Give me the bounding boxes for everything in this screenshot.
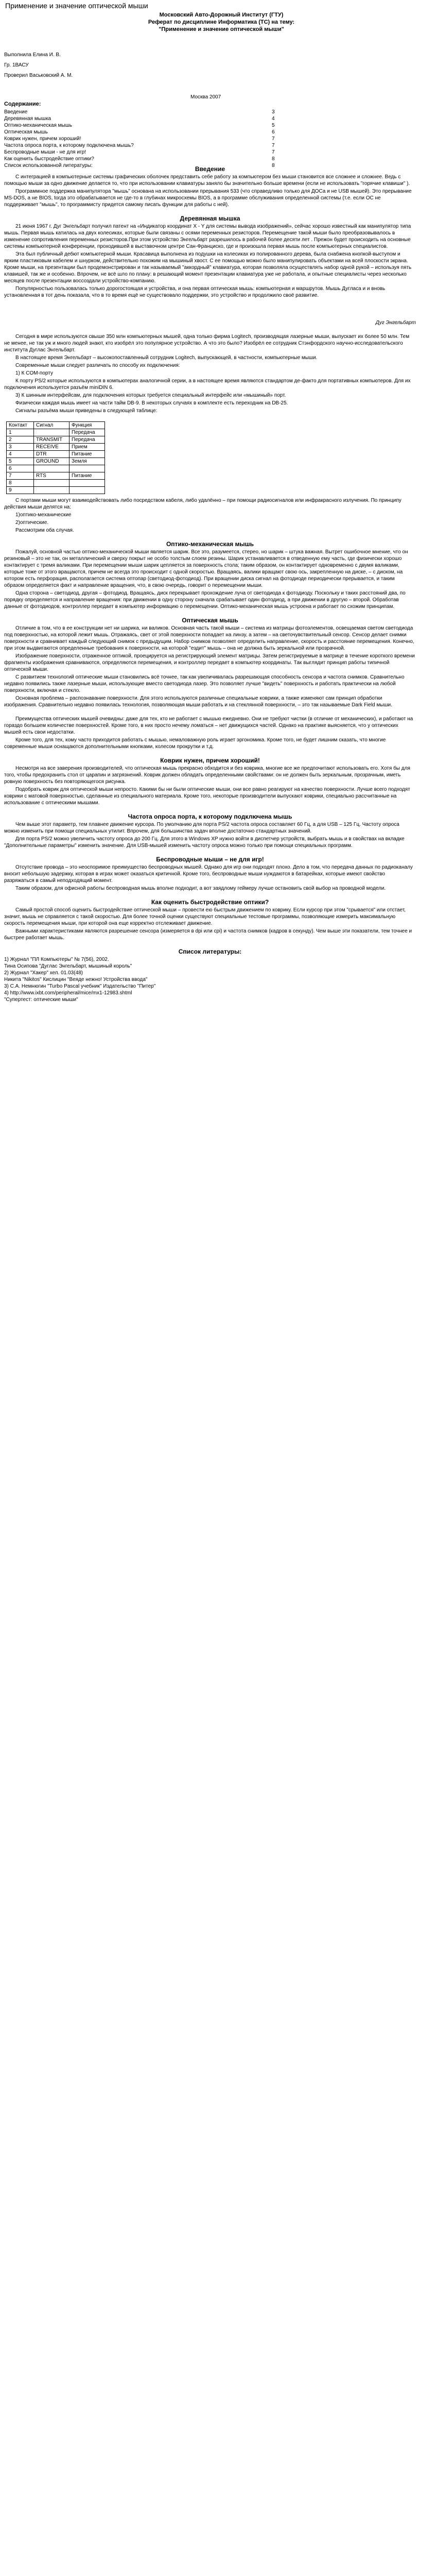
table-cell: 5 bbox=[7, 458, 34, 465]
document-section bbox=[4, 333, 416, 414]
paragraph: Отсутствие провода – это неоспоримое преимущество беспроводных мышей. Однако для игр они подходят плохо. Дело в том, что передача данных по радиоканалу вносит небольшую задержку, которая в играх может оказаться критичной. Кроме того, беспроводные мыши нуждаются в батарейках, которые имеют свойство разряжаться в самый неподходящий момент. bbox=[4, 865, 413, 884]
table-cell bbox=[34, 480, 69, 487]
table-cell: TRANSMIT bbox=[34, 436, 69, 444]
toc-item-label: Частота опроса порта, к которому подключена мышь? bbox=[4, 143, 134, 148]
toc-item-page: 4 bbox=[272, 116, 275, 122]
toc-item bbox=[4, 122, 292, 129]
table-row bbox=[7, 472, 105, 480]
table-row bbox=[7, 458, 105, 465]
paragraph: 1) К COM-порту bbox=[15, 370, 53, 376]
table-cell: DTR bbox=[34, 451, 69, 458]
paragraph: Физически каждая мышь имеет на части тайм DB-9. В некоторых случаях в комплекте есть переходник на DB-25. bbox=[15, 400, 288, 406]
section-heading: Коврик нужен, причем хороший! bbox=[160, 757, 260, 764]
paragraph: Рассмотрим оба случая. bbox=[15, 528, 74, 533]
title-header bbox=[26, 11, 417, 33]
paragraph: 1)оптико-механические bbox=[15, 512, 72, 518]
toc-item-page: 6 bbox=[272, 129, 275, 135]
section-heading: Оптико-механическая мышь bbox=[166, 540, 254, 548]
table-header-cell: Сигнал bbox=[34, 422, 69, 429]
toc-item-label: Введение bbox=[4, 109, 28, 115]
toc-item-label: Оптико-механическая мышь bbox=[4, 123, 72, 128]
literature-item: 3) С.А. Немнюгин "Turbo Pascal учебник" Издательство "Питер" bbox=[4, 984, 156, 989]
paragraph: Несмотря на все заверения производителей, что оптическая мышь прекрасно обходится и без коврика, многие все же предпочитают использовать его. Хотя бы для того, чтобы предохранить стол от царапин и загрязнений. Коврик должен обладать определенными свойствами: он не должен быть зеркальным, прозрачным, иметь ровную поверхность без повторяющегося рисунка. bbox=[4, 766, 410, 785]
paragraph: 2)оптические. bbox=[15, 520, 49, 526]
document-section bbox=[4, 617, 416, 708]
table-header-cell: Функция bbox=[69, 422, 105, 429]
toc-item-page: 5 bbox=[272, 123, 275, 128]
checked-line: Проверил Васьковский А. М. bbox=[4, 73, 73, 78]
paragraph: Современные мыши следует различать по способу их подключения: bbox=[15, 363, 180, 368]
toc-item-label: Как оценить быстродействие оптики? bbox=[4, 156, 94, 162]
document-body bbox=[4, 164, 416, 1003]
toc-item bbox=[4, 129, 292, 135]
table-cell: Питание bbox=[69, 472, 105, 480]
toc-item-page: 7 bbox=[272, 149, 275, 155]
table-cell bbox=[34, 429, 69, 436]
literature-item: 1) Журнал "ПЛ Компьютеры" № 7(56), 2002. bbox=[4, 957, 109, 962]
section-heading: Оптическая мышь bbox=[182, 617, 238, 624]
toc-item bbox=[4, 135, 292, 142]
paragraph: Сегодня в мире используются свыше 350 млн компьютерных мышей, одна только фирма Logitech, производящая лазерные мыши, выпускает их более 50 млн. Тем не менее, не так уж и много людей знают, кто изобрёл это популярное устройство. А что это было? Изобрёл ее сотрудник Стэнфордского научно-исследовательского института Дуглас Энгельбарт. bbox=[4, 334, 410, 353]
paragraph: В настоящее время Энгельбарт – высокопоставленный сотрудник Logitech, выпускающей, в частности, компьютерные мыши. bbox=[15, 355, 318, 361]
paragraph: Преимущества оптических мышей очевидны: даже для тех, кто не работает с мышью ежедневно. Они не требуют чистки (в отличие от механических), и работают на гораздо большем количестве поверхностей. Кроме того, в них просто нечему ломаться – нет движущихся частей. Однако на практике выясняется, что у оптических мышей есть свои недостатки. bbox=[4, 716, 413, 735]
toc-item bbox=[4, 156, 292, 162]
table-row bbox=[7, 465, 105, 472]
section-heading: Введение bbox=[195, 165, 225, 173]
table-row bbox=[7, 487, 105, 494]
table-cell: Земля bbox=[69, 458, 105, 465]
report-subject: Реферат по дисциплине Информатика (ТС) на тему: bbox=[148, 19, 295, 25]
table-cell bbox=[69, 487, 105, 494]
toc-item bbox=[4, 109, 292, 115]
group-line: Гр. 1ВАСУ bbox=[4, 62, 29, 68]
document-section bbox=[4, 166, 416, 208]
paragraph: Таким образом, для офисной работы беспроводная мышь вполне подходит, а вот заядлому геймеру лучше остановить свой выбор на проводной модели. bbox=[15, 886, 386, 891]
document-section bbox=[4, 856, 416, 892]
paragraph: Для порта PS/2 можно увеличить частоту опроса до 200 Гц. Для этого в Windows XP нужно войти в диспетчер устройств, выбрать мышь и в свойствах на вкладке "Дополнительные параметры" изменить значение. Для USB-мышей изменить частоту опроса можно только при помощи специальных программ. bbox=[4, 836, 405, 849]
document-section bbox=[4, 899, 416, 941]
table-row bbox=[7, 451, 105, 458]
paragraph: Сигналы разъёма мыши приведены в следующей таблице: bbox=[15, 408, 158, 414]
table-cell: 3 bbox=[7, 444, 34, 451]
document-section bbox=[4, 814, 416, 849]
table-cell: 9 bbox=[7, 487, 34, 494]
document-section bbox=[4, 716, 416, 750]
document-section bbox=[4, 541, 416, 610]
table-cell bbox=[69, 465, 105, 472]
table-cell: 1 bbox=[7, 429, 34, 436]
literature-section bbox=[4, 948, 416, 1003]
toc-item-label: Деревянная мышка bbox=[4, 116, 51, 122]
literature-item: "Супертест: оптические мыши" bbox=[4, 997, 78, 1003]
toc-item-page: 8 bbox=[272, 163, 275, 168]
toc-item-page: 8 bbox=[272, 156, 275, 162]
table-cell: Передача bbox=[69, 436, 105, 444]
table-cell: Передача bbox=[69, 429, 105, 436]
section-heading: Частота опроса порта, к которому подключена мышь bbox=[128, 813, 292, 820]
paragraph: С портами мыши могут взаимодействовать либо посредством кабеля, либо удалённо – при помощи радиосигналов или инфракрасного излучения. По принципу действия мыши делятся на: bbox=[4, 498, 402, 510]
table-row bbox=[7, 429, 105, 436]
institute-name: Московский Авто-Дорожный Институт (ГТУ) bbox=[159, 12, 284, 18]
paragraph: Популярностью пользовалась только дорогостоящая и устройства, и она первая оптическая мышь: компьютерная и маршрутов. Мышь Дугласа и и вновь установленная в тот день показала, что в то время ещё не существовало поддержки, это устройство и продолжило своё развитие. bbox=[4, 286, 386, 298]
paragraph: К порту PS/2 которые используются в компьютерах аналогичной серии, а в настоящее время являются стандартом де-факто для портативных компьютеров. Для их подключения используется разъём miniDIN 6. bbox=[4, 378, 411, 391]
table-cell bbox=[34, 487, 69, 494]
paragraph: 21 июня 1967 г. Дуг Энгельбарт получил патент на «Индикатор координат X - Y для системы вывода изображений», сейчас хорошо известный как манипулятор типа мышь. Первая мышь катилась на двух колесиках, которые были связаны с осями переменных резисторов. Перемещение такой мыши было преобразовывалось в изменение сопротивления переменных резисторов.При этом устройство Энгельбарт разрешилось в рабочей более десяти лет . Прежон будет происходить на основные системы компьютерной конференции, проходившей в выставочном центре Сан-Франциско, где и произошла первая мышь после компьютерных специалистов. bbox=[4, 224, 411, 249]
table-header-cell: Контакт bbox=[7, 422, 34, 429]
paragraph: Основная проблема – распознавание поверхности. Для этого используются различные специальные коврики, а также изменяют сам принцип обработки изображения. Сравнительно недавно появилась технология, позволяющая мыши работать и на стеклянной поверхности, – это так называемые Dark Field мыши. bbox=[4, 696, 392, 708]
table-row bbox=[7, 480, 105, 487]
toc-list bbox=[4, 109, 416, 169]
table-cell: 4 bbox=[7, 451, 34, 458]
paragraph: Отличие в том, что в ее конструкции нет ни шарика, ни валиков. Основная часть такой мыши – система из матрицы фотоэлементов, освещаемая светом светодиода под поверхностью, на которой лежит мышь. Отражаясь, свет от этой поверхности попадает на линзу, а затем – на светочувствительный сенсор. Сенсор делает снимки поверхности и сравнивает каждый следующий снимок с предыдущим. Набор снимков позволяет определить направление, скорость и расстояние перемещения. Конечно, при этом выдвигаются определенные требования к поверхности, на которой "ездит" мышь – она не должна быть зеркальной или прозрачной. bbox=[4, 625, 414, 651]
table-of-contents bbox=[4, 101, 416, 169]
paragraph: Пожалуй, основной частью оптико-механической мыши является шарик. Все это, разумеется, стерео, но шарик – штука важная. Вытрет ошибочное мнение, что он резиновый – это не так, он металлический и сверху покрыт не особо толстым слоем резины. Шарик устанавливается в отведенную ему часть, где физически хорошо контактирует с тремя валиками. При перемещении мыши шарик цепляется за поверхность стола; таким образом, он контактирует одновременно с двумя валиками, которые тоже от этого вращаются, причем не всегда это происходит с одной скоростью. Вращаясь, валики вращают свою ось, закрепленную на диске, – с диском, на котором есть перфорация, располагается система оптопар (светодиод-фотодиод). При вращении диска сигнал на фотодиоде периодически прерывается, и таким образом определяется факт и направление вращения, что, в свою очередь, говорит о перемещении мыши. bbox=[4, 549, 408, 588]
toc-item-page: 3 bbox=[272, 109, 275, 115]
toc-item-label: Коврик нужен, причем хороший! bbox=[4, 136, 81, 142]
section-heading: Как оценить быстродействие оптики? bbox=[151, 899, 269, 906]
paragraph: Самый простой способ оценить быстродействие оптической мыши – провести ею быстрым движением по коврику. Если курсор при этом "срывается" или отстает, значит, мышь не справляется с такой скоростью. Для более точной оценки существуют специальные тестовые программы, позволяющие измерить максимальную скорость перемещения мыши, при которой она еще корректно отслеживает движение. bbox=[4, 907, 406, 926]
signal-table bbox=[6, 421, 105, 494]
table-cell: Прием bbox=[69, 444, 105, 451]
literature-heading: Список литературы: bbox=[178, 948, 242, 955]
paragraph: Программное поддержка манипулятора "мышь" основана на использовании прерывания 533 (что справедливо только для ДОСа и не USB мышей). Это прерывание MS-DOS, а не BIOS, tогда это обрабатывается не где-то в глубинах микросхемы BIOS, а в программе обслуживания определенной системы (т.е. если ОС не поддерживает "мышь", то программисту придется самому писать функции для работы с ней). bbox=[4, 189, 412, 208]
literature-item: 4) http://www.ixbt.com/peripheral/mice/mx1-12983.shtml bbox=[4, 990, 132, 996]
paragraph: Изображение поверхности, отраженное оптикой, проецируется на регистрирующий элемент матрицы. Затем регистрируемые в матрице в течение короткого времени фрагменты изображения сравниваются, определяются перемещения, и контроллер передает в компьютер координаты. Так выглядит принцип работы типичной оптической мыши. bbox=[4, 653, 415, 672]
place-year: Москва 2007 bbox=[190, 94, 221, 100]
table-cell: Питание bbox=[69, 451, 105, 458]
document-title: Применение и значение оптической мыши bbox=[5, 2, 148, 10]
paragraph: Важными характеристиками являются разрешение сенсора (измеряется в dpi или cpi) и частота снимков (кадров в секунду). Чем выше эти показатели, тем точнее и быстрее работает мышь. bbox=[4, 928, 412, 941]
table-row bbox=[7, 436, 105, 444]
paragraph: Эта был публичный дебют компьютерной мыши. Красавица выполнена из подушки на колесиках из полированного дерева, была снабжена кнопкой-выступом и ярким пластиковым кабелем и шнурком, действительно похожим на мышиный хвост. С ее помощью можно было манипулировать объектами на всей плоскости экрана. Кроме мыши, на презентации был продемонстрирован и так называемый "аккордный" клавиатура, которая позволяла осуществлять набор одной рукой – используя пять клавишей, так же и особенно. Впрочем, не всё шло по плану: в решающий момент презентации клавиатура уже не работала, и опытные специалисты через несколько месяцев после презентации воссоздали устройство-компанию. bbox=[4, 251, 412, 284]
paragraph: 3) К шинным интерфейсам, для подключения которых требуется специальный интерфейс или «мышиный» порт. bbox=[15, 393, 286, 398]
section-heading: Беспроводные мыши – не для игр! bbox=[156, 856, 264, 863]
paragraph: Одна сторона – светодиод, другая – фотодиод. Вращаясь, диск перекрывает прохождение луча от светодиода к фотодиоду. Поскольку и таких расстояний два, по порядку определяется и направление вращения: при движении в одну сторону сначала срабатывает один фотодиод, а при движении в другую – второй. Обработав данные от фотодиодов, контроллер передает в компьютер информацию о перемещении. Оптико-механическая мышь устроена и работает по схожим принципам. bbox=[4, 590, 406, 609]
toc-item-page: 7 bbox=[272, 136, 275, 142]
table-row bbox=[7, 444, 105, 451]
toc-title: Содержание: bbox=[4, 101, 41, 107]
table-cell: 8 bbox=[7, 480, 34, 487]
table-cell bbox=[34, 465, 69, 472]
table-cell: 6 bbox=[7, 465, 34, 472]
paragraph: С развитием технологий оптические мыши становились всё точнее, так как увеличивалась разрешающая способность сенсора и частота снимков. Сравнительно недавно появились также лазерные мыши, использующие вместо светодиода лазер. Это позволяет лучше "видеть" поверхность и работать практически на любой поверхности, включая и стекло. bbox=[4, 674, 405, 693]
document-section bbox=[4, 497, 416, 534]
table-cell: 7 bbox=[7, 472, 34, 480]
toc-item-label: Беспроводные мыши - не для игр! bbox=[4, 149, 86, 155]
literature-item: Никита "Nikitos" Кислицин "Веяде нежно! Устройства ввода" bbox=[4, 977, 148, 982]
report-topic: "Применение и значение оптической мыши" bbox=[159, 26, 284, 32]
section-heading: Деревянная мышка bbox=[180, 215, 240, 222]
toc-item bbox=[4, 115, 292, 122]
table-cell bbox=[69, 480, 105, 487]
document-section bbox=[4, 757, 416, 806]
portrait-caption: Дуг Энгельбарт bbox=[375, 320, 416, 326]
paragraph: Кроме того, для тех, кому часто приходится работать с мышью, немаловажную роль играет эргономика. Кроме того, не будет лишним сказать, что многие современные мыши оснащаются дополнительными кнопками, колесом прокрутки и т.д. bbox=[4, 737, 386, 750]
author-line: Выполнила Елина И. В. bbox=[4, 52, 61, 58]
toc-item-label: Оптическая мышь bbox=[4, 129, 48, 135]
table-cell: GROUND bbox=[34, 458, 69, 465]
toc-item bbox=[4, 142, 292, 149]
paragraph: С интеграцией в компьютерные системы графических оболочек представить себе работу за компьютером без мыши становится все сложнее и сложнее. Ведь с помощью мыши за одно движение делается то, что при использовании клавиатуры заняло бы значительно больше времени (если не использовать "горячие клавиши" ). bbox=[4, 174, 410, 187]
literature-item: 2) Журнал "Хакер" хел. 01.03(48) bbox=[4, 970, 83, 976]
toc-item bbox=[4, 149, 292, 156]
paragraph: Подобрать коврик для оптической мыши непросто. Какими бы ни были оптические мыши, они все равно реагируют на качество поверхности. Лучше всего подходят коврики с матовой поверхностью, сделанные из специального материала. Кроме того, некоторые производители выпускают коврики, специально рассчитанные на использование с оптическими мышами. bbox=[4, 787, 410, 806]
toc-item-page: 7 bbox=[272, 143, 275, 148]
table-cell: 2 bbox=[7, 436, 34, 444]
table-cell: RECEIVE bbox=[34, 444, 69, 451]
literature-item: Тина Осипова "Дуглас Энгельбарт, мышиный король" bbox=[4, 963, 132, 969]
table-header-row bbox=[7, 422, 105, 429]
document-section bbox=[4, 215, 416, 326]
toc-item-label: Список использованной литературы: bbox=[4, 163, 93, 168]
paragraph: Чем выше этот параметр, тем плавнее движение курсора. По умолчанию для порта PS/2 частота опроса составляет 60 Гц, а для USB – 125 Гц. Частоту опроса можно изменить при помощи специальных утилит. Впрочем, для большинства задач вполне достаточно стандартных значений. bbox=[4, 822, 399, 834]
table-cell: RTS bbox=[34, 472, 69, 480]
